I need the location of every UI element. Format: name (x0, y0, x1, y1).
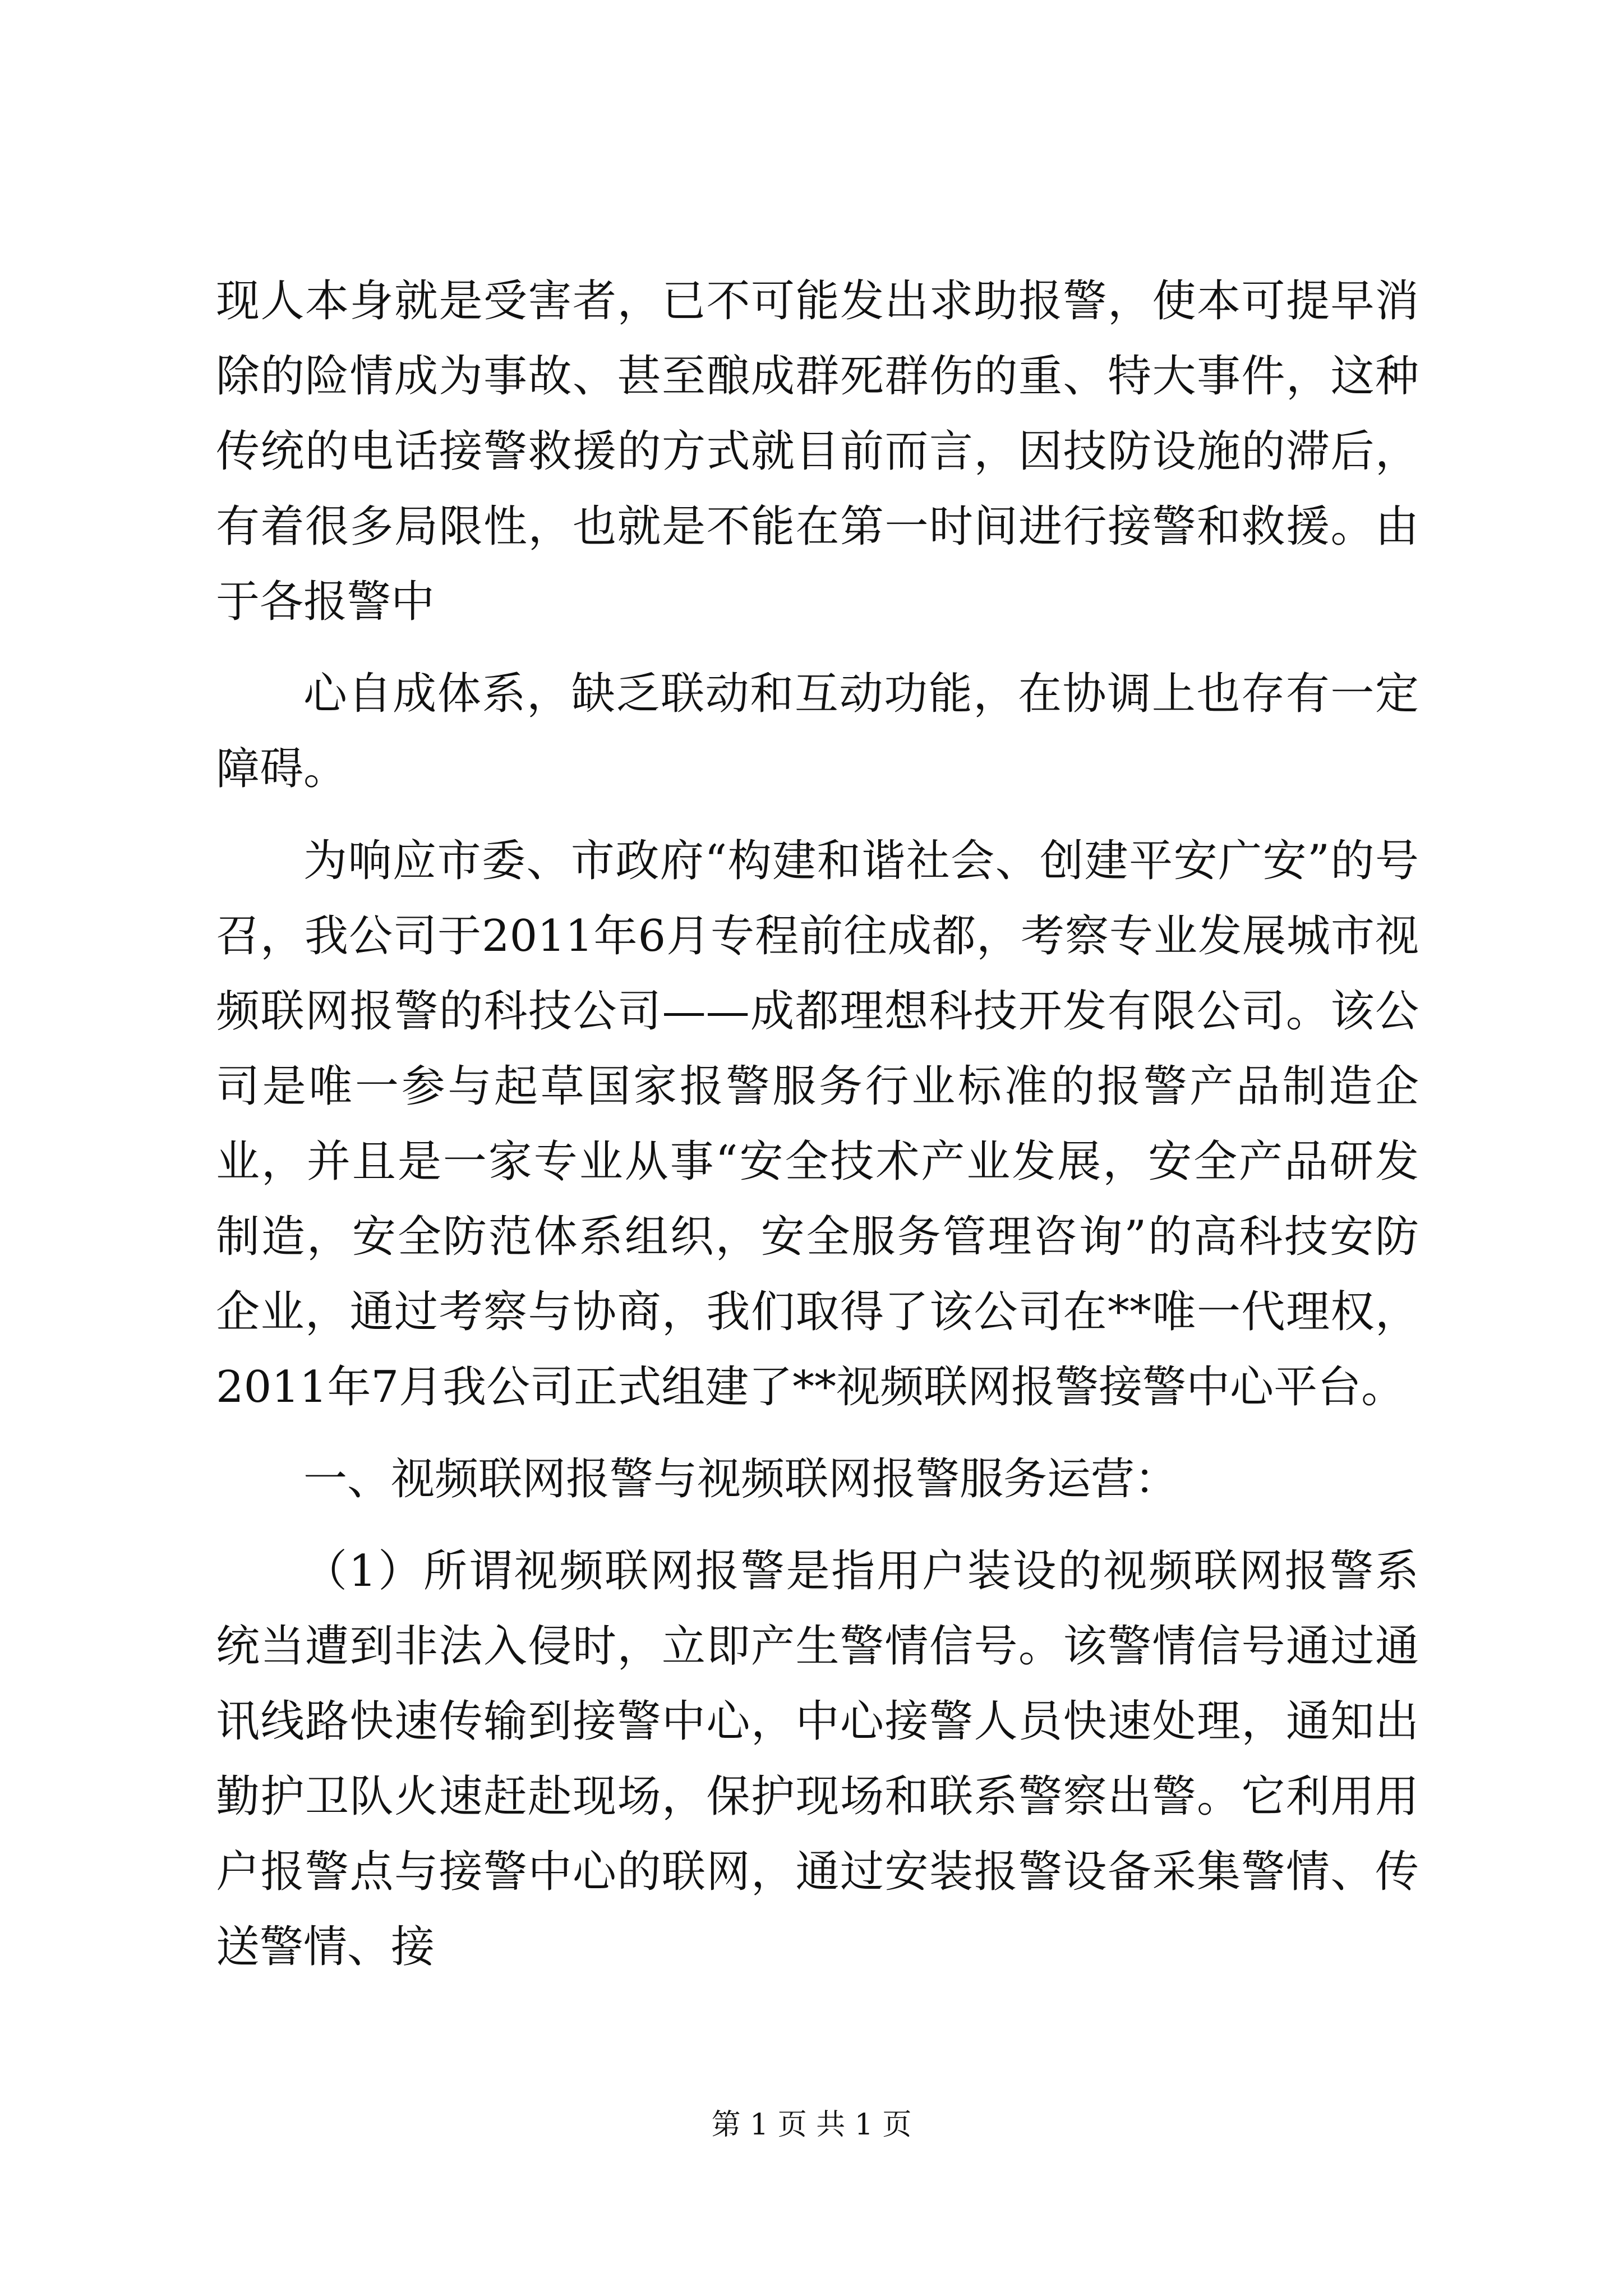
page-footer: 第 1 页 共 1 页 (711, 2108, 912, 2142)
paragraph-company-background: 为响应市委、市政府“构建和谐社会、创建平安广安”的号召，我公司于2011年6月专程前往成都，考察专业发展城市视频联网报警的科技公司——成都理想科技开发有限公司。该公司是唯一参与起草国家报警服务行业标准的报警产品制造企业，并且是一家专业从事“安全技术产业发展，安全产品研发制造，安全防范体系组织，安全服务管理咨询”的高科技安防企业，通过考察与协商，我们取得了该公司在**唯一代理权，2011年7月我公司正式组建了**视频联网报警接警中心平台。 (216, 836, 1419, 1412)
document-body (216, 264, 1419, 1985)
paragraph-continuation: 现人本身就是受害者，已不可能发出求助报警，使本可提早消除的险情成为事故、甚至酿成群死群伤的重、特大事件，这种传统的电话接警救援的方式就目前而言，因技防设施的滞后，有着很多局限性，也就是不能在第一时间进行接警和救援。由于各报警中 (216, 276, 1419, 627)
section-heading-video-alarm: 一、视频联网报警与视频联网报警服务运营： (303, 1454, 1179, 1504)
paragraph-definition: （1）所谓视频联网报警是指用户装设的视频联网报警系统当遭到非法入侵时，立即产生警情信号。该警情信号通过通讯线路快速传输到接警中心，中心接警人员快速处理，通知出勤护卫队火速赶赴现场，保护现场和联系警察出警。它利用用户报警点与接警中心的联网，通过安装报警设备采集警情、传送警情、接 (216, 1546, 1419, 1972)
paragraph-coordination: 心自成体系，缺乏联动和互动功能，在协调上也存有一定障碍。 (216, 669, 1419, 794)
